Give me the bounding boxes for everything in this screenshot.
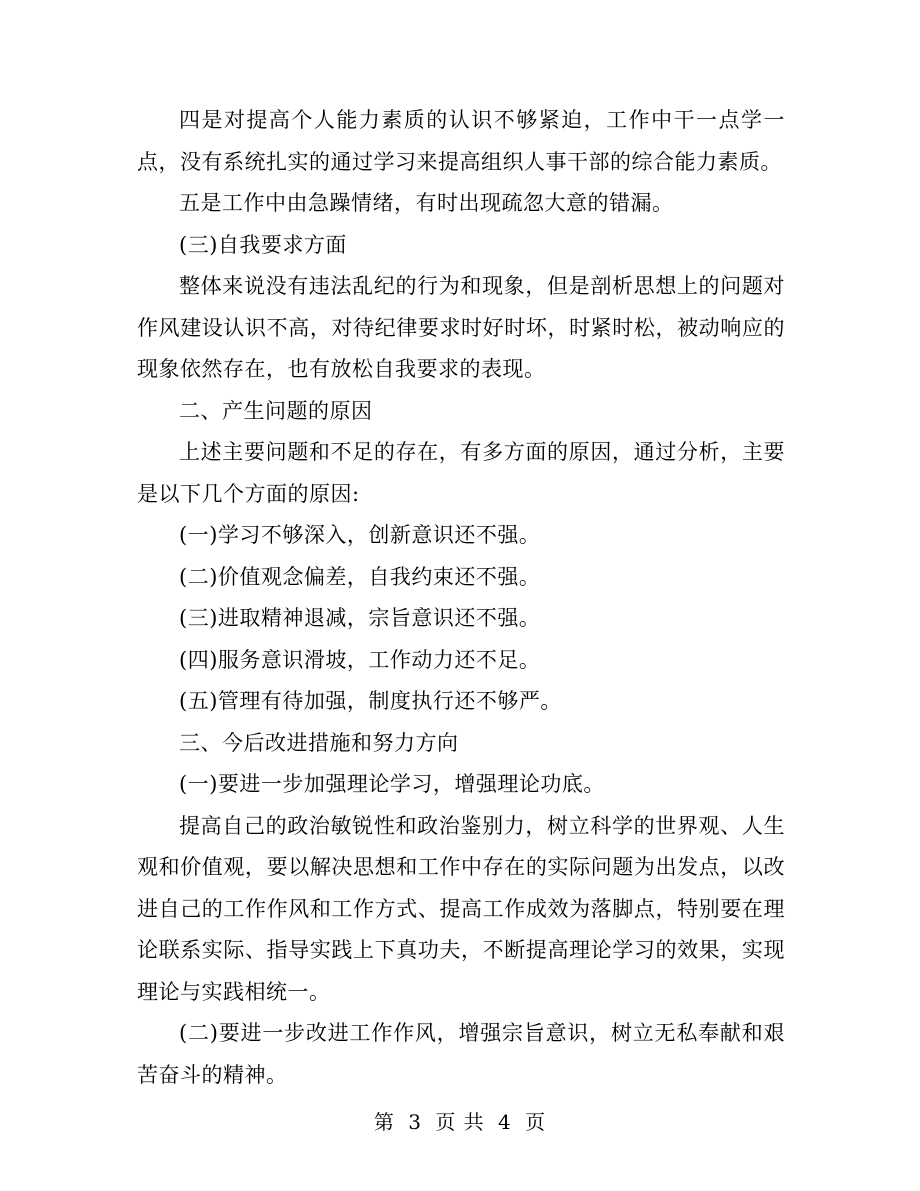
paragraph-self-requirements: 整体来说没有违法乱纪的行为和现象，但是剖析思想上的问题对作风建设认识不高，对待纪律要求时好时坏，时紧时松，被动响应的现象依然存在，也有放松自我要求的表现。 (137, 274, 785, 381)
footer-suffix: 页 (525, 1110, 547, 1134)
document-body (137, 100, 785, 1096)
section-heading-improvements: 三、今后改进措施和努力方向 (179, 730, 459, 755)
cause-item-3: (三)进取精神退减，宗旨意识还不强。 (179, 606, 541, 630)
cause-item-2: (二)价值观念偏差，自我约束还不强。 (179, 564, 541, 589)
improvement-item-1: (一)要进一步加强理论学习，增强理论功底。 (179, 772, 605, 796)
paragraph-causes-intro: 上述主要问题和不足的存在，有多方面的原因，通过分析，主要是以下几个方面的原因: (137, 440, 785, 506)
page-footer (0, 1108, 920, 1136)
cause-item-1: (一)学习不够深入，创新意识还不强。 (179, 523, 541, 547)
cause-item-4: (四)服务意识滑坡，工作动力还不足。 (179, 647, 541, 672)
section-heading-causes: 二、产生问题的原因 (179, 398, 373, 423)
paragraph-improvement-1-detail: 提高自己的政治敏锐性和政治鉴别力，树立科学的世界观、人生观和价值观，要以解决思想和工作中存在的实际问题为出发点，以改进自己的工作作风和工作方式、提高工作成效为落脚点，特别要在理论联系实际、指导实践上下真功夫，不断提高理论学习的效果，实现理论与实践相统一。 (137, 813, 785, 1004)
subheading-self-requirements: (三)自我要求方面 (179, 232, 347, 257)
footer-total-pages: 4 (498, 1110, 512, 1134)
footer-prefix: 第 (373, 1110, 395, 1134)
improvement-item-2: (二)要进一步改进工作作风，增强宗旨意识，树立无私奉献和艰苦奋斗的精神。 (137, 1021, 785, 1087)
cause-item-5: (五)管理有待加强，制度执行还不够严。 (179, 689, 562, 713)
paragraph-point-five: 五是工作中由急躁情绪，有时出现疏忽大意的错漏。 (179, 191, 674, 215)
footer-middle: 页 共 (435, 1110, 485, 1134)
footer-current-page: 3 (408, 1110, 422, 1134)
paragraph-point-four: 四是对提高个人能力素质的认识不够紧迫，工作中干一点学一点，没有系统扎实的通过学习来提高组织人事干部的综合能力素质。 (137, 108, 785, 174)
